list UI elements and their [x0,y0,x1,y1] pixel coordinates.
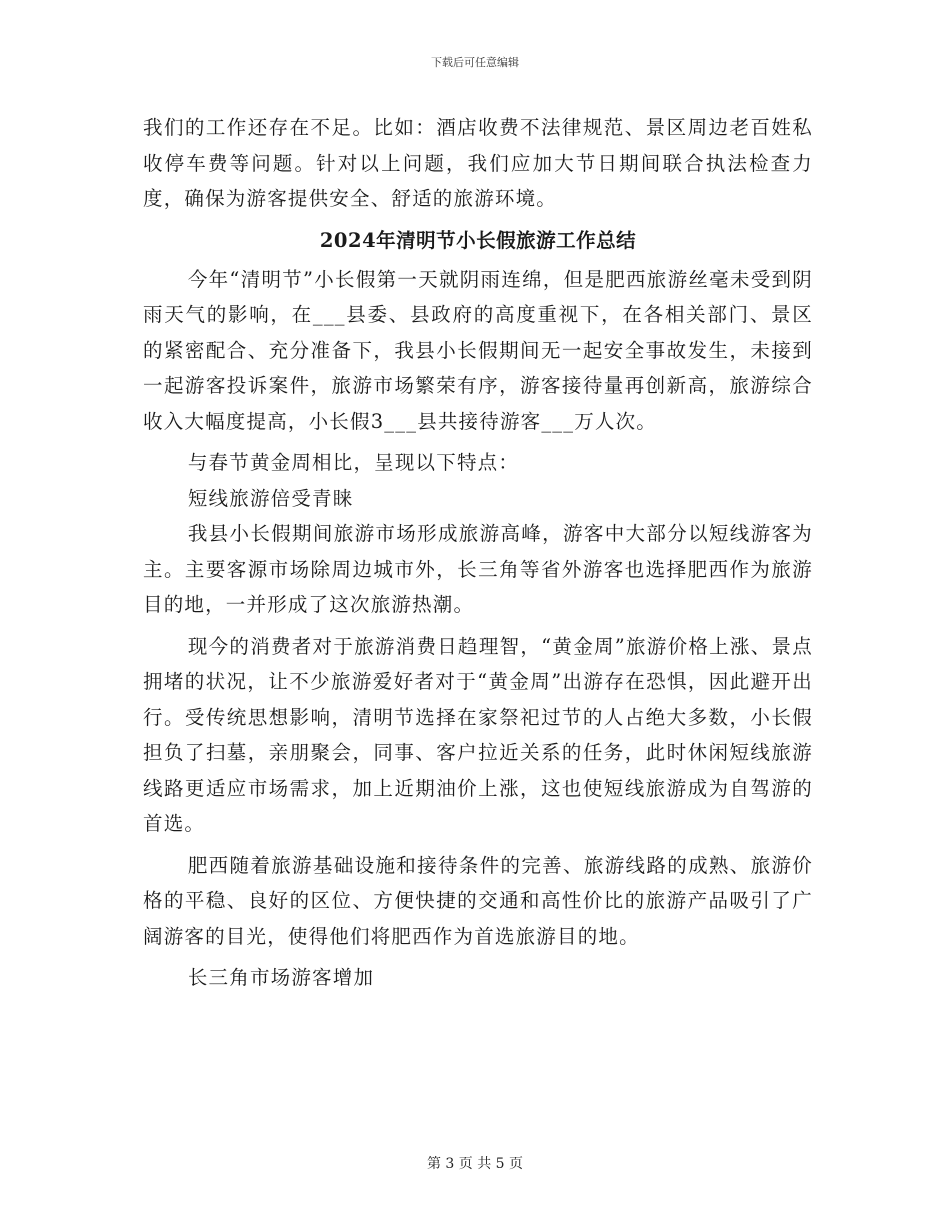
paragraph-overview: 今年“清明节”小长假第一天就阴雨连绵，但是肥西旅游丝毫未受到阴雨天气的影响，在___县委、县政府的高度重视下，在各相关部门、景区的紧密配合、充分准备下，我县小长假期间无一起安全事故发生，未接到一起游客投诉案件，旅游市场繁荣有序，游客接待量再创新高，旅游综合收入大幅度提高，小长假3___县共接待游客___万人次。 [143,267,813,433]
paragraph-market-peak: 我县小长假期间旅游市场形成旅游高峰，游客中大部分以短线游客为主。主要客源市场除周边城市外，长三角等省外游客也选择肥西作为旅游目的地，一并形成了这次旅游热潮。 [143,522,813,616]
intro-paragraph: 我们的工作还存在不足。比如：酒店收费不法律规范、景区周边老百姓私收停车费等问题。针对以上问题，我们应加大节日期间联合执法检查力度，确保为游客提供安全、舒适的旅游环境。 [143,116,813,210]
subheading-yangtze-delta: 长三角市场游客增加 [187,966,375,989]
paragraph-consumer-rational: 现今的消费者对于旅游消费日趋理智，“黄金周”旅游价格上涨、景点拥堵的状况，让不少旅游爱好者对于“黄金周”出游存在恐惧，因此避开出行。受传统思想影响，清明节选择在家祭祀过节的人占绝大多数，小长假担负了扫墓，亲朋聚会，同事、客户拉近关系的任务，此时休闲短线旅游线路更适应市场需求，加上近期油价上涨，这也使短线旅游成为自驾游的首选。 [143,634,813,835]
document-body [143,110,813,996]
paragraph-comparison: 与春节黄金周相比，呈现以下特点： [187,451,520,474]
page-footer: 第 3 页 共 5 页 [426,1156,524,1172]
subheading-short-trips: 短线旅游倍受青睐 [187,486,354,510]
paragraph-feixi-advantages: 肥西随着旅游基础设施和接待条件的完善、旅游线路的成熟、旅游价格的平稳、良好的区位、方便快捷的交通和高性价比的旅游产品吸引了广阔游客的目光，使得他们将肥西作为首选旅游目的地。 [143,853,813,948]
document-title: 2024年清明节小长假旅游工作总结 [319,228,637,252]
page-header: 下载后可任意编辑 [431,56,519,69]
